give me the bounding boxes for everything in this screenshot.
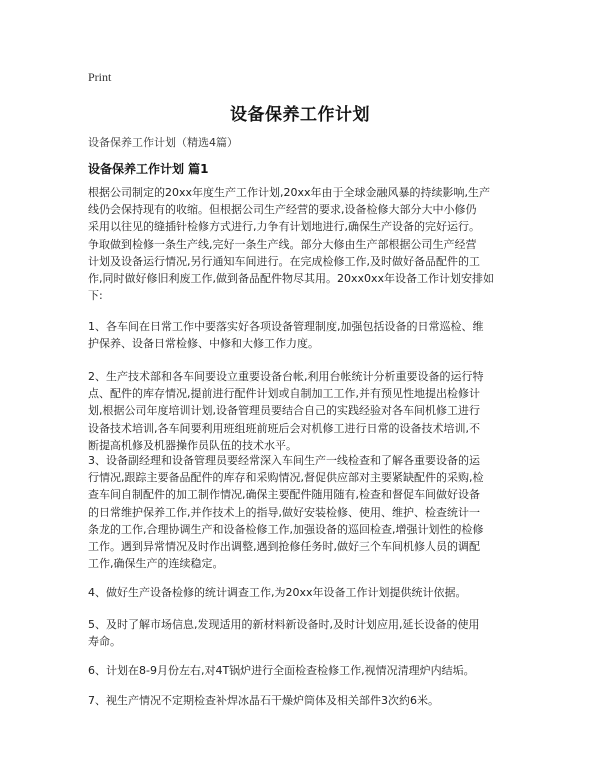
list-item-2 — [88, 368, 518, 454]
text-line: 2、生产技术部和各车间要设立重要设备台帐,利用台帐统计分析重要设备的运行特 — [88, 370, 484, 383]
text-line: 查车间自制配件的加工制作情况,确保主要配件随用随有,检查和督促车间做好设备 — [88, 488, 480, 502]
text-line: 条龙的工作,合理协调生产和设备检修工作,加强设备的巡回检查,增强计划性的检修 — [88, 522, 484, 536]
print-link[interactable]: Print — [88, 70, 112, 84]
text-line: 线仍会保持现有的收缩。但根据公司生产经营的要求,设备检修大部分大中小修仍 — [88, 203, 477, 217]
list-item-4 — [88, 584, 518, 601]
text-line: 3、设备副经理和设备管理员要经常深入车间生产一线检查和了解各重要设备的运 — [88, 454, 480, 467]
text-line: 4、做好生产设备检修的统计调查工作,为20xx年设备工作计划提供统计依据。 — [88, 586, 467, 599]
intro-paragraph — [88, 184, 518, 304]
text-line: 的日常维护保养工作,并作技术上的指导,做好安装检修、使用、维护、检查统计一 — [88, 505, 480, 519]
section-heading: 设备保养工作计划 篇1 — [88, 162, 209, 176]
list-item-7 — [88, 692, 518, 709]
text-line: 下: — [88, 289, 103, 303]
text-line: 1、各车间在日常工作中要落实好各项设备管理制度,加强包括设备的日常巡检、维 — [88, 320, 484, 333]
list-item-3 — [88, 452, 518, 572]
text-line: 争取做到检修一条生产线,完好一条生产线。部分大修由生产部根据公司生产经营 — [88, 237, 477, 251]
text-line: 行情况,跟踪主要备品配件的库存和采购情况,督促供应部对主要紧缺配件的采购,检 — [88, 471, 484, 485]
text-line: 计划及设备运行情况,另行通知车间进行。在完成检修工作,及时做好备品配件的工 — [88, 254, 480, 268]
page-title: 设备保养工作计划 — [230, 105, 370, 125]
text-line: 6、计划在8-9月份左右,对4T锅炉进行全面检查检修工作,视情况清理炉内结垢。 — [88, 664, 475, 677]
text-line: 工作。遇到异常情况及时作出调整,遇到抢修任务时,做好三个车间机修人员的调配 — [88, 540, 480, 554]
text-line: 工作,确保生产的连续稳定。 — [88, 557, 224, 571]
text-line: 5、及时了解市场信息,发现适用的新材料新设备时,及时计划应用,延长设备的使用 — [88, 618, 480, 631]
text-line: 划,根据公司年度培训计划,设备管理员要结合自己的实践经验对各车间机修工进行 — [88, 404, 480, 418]
text-line: 点、配件的库存情况,提前进行配件计划或自制加工工作,并有预见性地提出检修计 — [88, 387, 480, 401]
text-line: 作,同时做好修旧利废工作,做到备品配件物尽其用。20xx0xx年设备工作计划安排如 — [88, 272, 495, 286]
text-line: 护保养、设备日常检修、中修和大修工作力度。 — [88, 337, 319, 351]
text-line: 设备技术培训,各车间要利用班组班前班后会对机修工进行日常的设备技术培训,不 — [88, 421, 480, 435]
text-line: 采用以往见的缝插针检修方式进行,力争有计划地进行,确保生产设备的完好运行。 — [88, 220, 480, 234]
document-subtitle: 设备保养工作计划（精选4篇） — [88, 136, 238, 149]
list-item-1 — [88, 318, 518, 352]
text-line: 根据公司制定的20xx年度生产工作计划,20xx年由于全球金融风暴的持续影响,生产 — [88, 186, 491, 199]
text-line: 7、视生产情况不定期检查补焊冰晶石干燥炉筒体及相关部件3次約6米。 — [88, 694, 439, 707]
text-line: 断提高机修及机器操作员队伍的技术水平。 — [88, 438, 297, 452]
list-item-5 — [88, 616, 518, 650]
text-line: 寿命。 — [88, 635, 121, 649]
list-item-6 — [88, 662, 518, 679]
